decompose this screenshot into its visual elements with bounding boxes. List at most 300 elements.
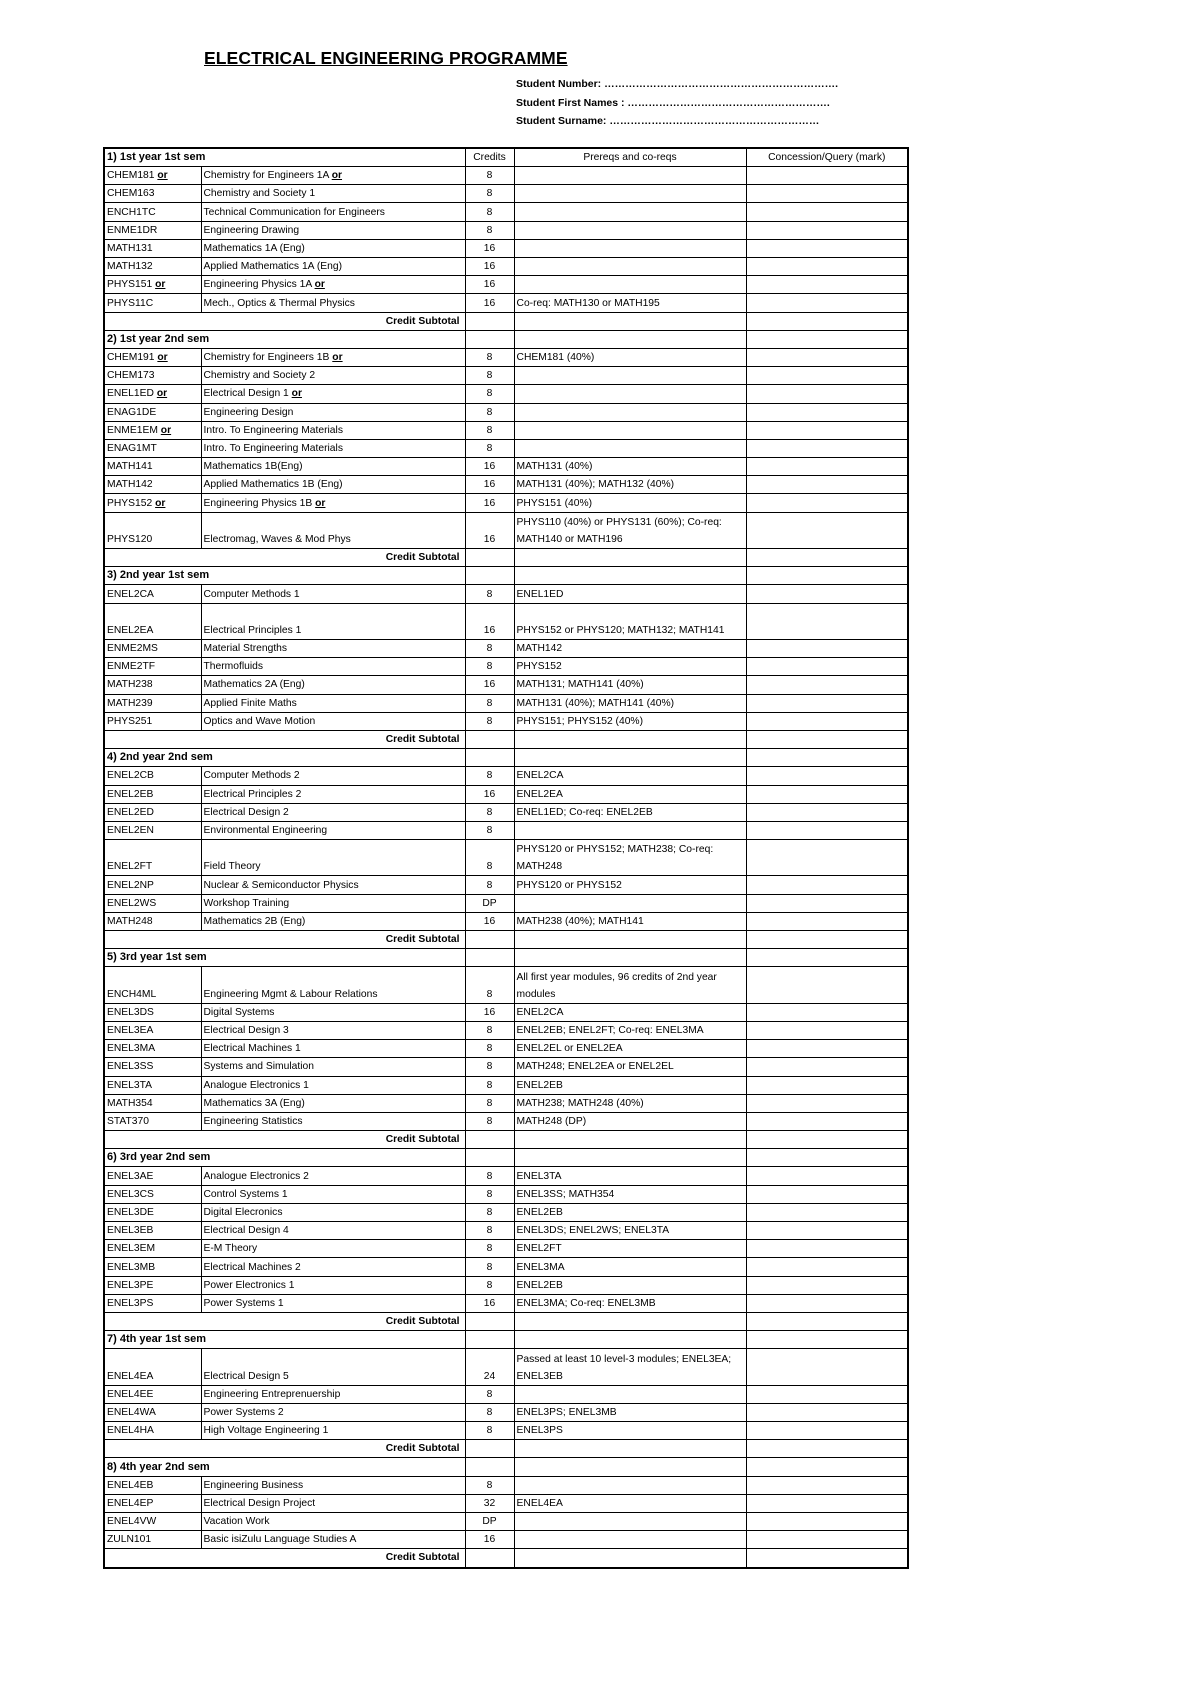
course-name-cell	[201, 476, 465, 494]
concession-input-cell[interactable]	[746, 767, 908, 785]
concession-input-cell[interactable]	[746, 967, 908, 1003]
empty-cell	[746, 1312, 908, 1330]
semester-header-row	[104, 1458, 908, 1476]
course-name: Engineering Drawing	[203, 224, 300, 236]
course-code: MATH354	[107, 1097, 153, 1109]
course-row	[104, 894, 908, 912]
course-prereqs: ENEL4EA	[514, 1494, 746, 1512]
course-name-cell	[201, 1476, 465, 1494]
course-name: Chemistry for Engineers 1A	[203, 170, 329, 182]
course-code-cell	[104, 712, 201, 730]
concession-input-cell[interactable]	[746, 1531, 908, 1549]
course-credits: 8	[465, 1403, 514, 1421]
course-name: Systems and Simulation	[203, 1061, 314, 1073]
course-code-cell	[104, 1222, 201, 1240]
semester-label: 7) 4th year 1st sem	[104, 1331, 465, 1349]
course-code-cell	[104, 221, 201, 239]
course-prereqs: MATH131 (40%)	[514, 458, 746, 476]
concession-input-cell[interactable]	[746, 1112, 908, 1130]
course-name: Chemistry and Society 1	[203, 188, 316, 200]
course-code-cell	[104, 676, 201, 694]
empty-cell	[465, 949, 514, 967]
concession-input-cell[interactable]	[746, 439, 908, 457]
course-credits: 8	[465, 421, 514, 439]
course-code: ENEL2CA	[107, 588, 154, 600]
course-code-cell	[104, 912, 201, 930]
course-code-cell	[104, 167, 201, 185]
course-code: CHEM191	[107, 352, 155, 364]
course-code-cell	[104, 1258, 201, 1276]
concession-input-cell[interactable]	[746, 1094, 908, 1112]
course-credits: 16	[465, 458, 514, 476]
semester-label: 4) 2nd year 2nd sem	[104, 749, 465, 767]
course-credits: 8	[465, 385, 514, 403]
course-name-cell	[201, 1222, 465, 1240]
course-row	[104, 421, 908, 439]
course-prereqs: PHYS152	[514, 658, 746, 676]
course-code-cell	[104, 348, 201, 366]
course-name-cell	[201, 1531, 465, 1549]
course-prereqs	[514, 367, 746, 385]
course-row	[104, 221, 908, 239]
concession-input-cell[interactable]	[746, 348, 908, 366]
course-name-cell	[201, 1494, 465, 1512]
course-table	[103, 147, 909, 1569]
course-code: ENEL2NP	[107, 879, 154, 891]
course-name-cell	[201, 803, 465, 821]
credit-subtotal-value[interactable]	[465, 312, 514, 330]
course-prereqs: ENEL2EB; ENEL2FT; Co-req: ENEL3MA	[514, 1021, 746, 1039]
course-credits: 16	[465, 512, 514, 548]
course-name: Engineering Statistics	[203, 1116, 303, 1127]
course-name-cell	[201, 167, 465, 185]
course-code-cell	[104, 439, 201, 457]
course-row	[104, 239, 908, 257]
course-name-cell	[201, 767, 465, 785]
course-name: Engineering Business	[203, 1479, 304, 1491]
course-row	[104, 1385, 908, 1403]
course-code-cell	[104, 367, 201, 385]
concession-input-cell[interactable]	[746, 1040, 908, 1058]
course-credits: 8	[465, 185, 514, 203]
prereqs-column-header: Prereqs and co-reqs	[514, 148, 746, 167]
concession-input-cell[interactable]	[746, 1276, 908, 1294]
course-credits: 8	[465, 1021, 514, 1039]
course-name-cell	[201, 658, 465, 676]
empty-cell	[514, 1331, 746, 1349]
course-row	[104, 1021, 908, 1039]
empty-cell	[465, 749, 514, 767]
concession-input-cell[interactable]	[746, 876, 908, 894]
course-row	[104, 294, 908, 312]
course-name: Computer Methods 2	[203, 770, 300, 782]
course-row	[104, 694, 908, 712]
document-title: ELECTRICAL ENGINEERING PROGRAMME	[204, 48, 568, 68]
course-code-cell	[104, 1513, 201, 1531]
course-prereqs: ENEL1ED	[514, 585, 746, 603]
concession-input-cell[interactable]	[746, 294, 908, 312]
empty-cell	[514, 1549, 746, 1568]
course-name: Mech., Optics & Thermal Physics	[203, 297, 355, 309]
credit-subtotal-row	[104, 1440, 908, 1458]
course-code-cell	[104, 1531, 201, 1549]
course-row	[104, 385, 908, 403]
concession-input-cell[interactable]	[746, 658, 908, 676]
course-credits: 8	[465, 803, 514, 821]
course-code: ENEL3EA	[107, 1025, 154, 1037]
course-code-cell	[104, 585, 201, 603]
course-code-or-marker: or	[157, 170, 168, 182]
course-name-cell	[201, 512, 465, 548]
student-first-names-field[interactable]: Student First Names : ………………………………………………….	[516, 96, 830, 109]
course-name-cell	[201, 1240, 465, 1258]
course-credits: 8	[465, 403, 514, 421]
course-credits: 16	[465, 603, 514, 639]
course-code: ENEL3AE	[107, 1170, 154, 1182]
credit-subtotal-value[interactable]	[465, 1131, 514, 1149]
concession-column-header: Concession/Query (mark)	[746, 148, 908, 167]
course-prereqs	[514, 203, 746, 221]
concession-input-cell[interactable]	[746, 840, 908, 876]
course-name: Electrical Machines 2	[203, 1261, 301, 1273]
course-code: ENEL3PS	[107, 1297, 154, 1309]
course-name-cell	[201, 1040, 465, 1058]
concession-input-cell[interactable]	[746, 694, 908, 712]
course-name: Electrical Design 1	[203, 388, 289, 400]
course-credits: 8	[465, 1222, 514, 1240]
concession-input-cell[interactable]	[746, 167, 908, 185]
course-code-cell	[104, 1385, 201, 1403]
course-prereqs	[514, 1513, 746, 1531]
course-prereqs: MATH238; MATH248 (40%)	[514, 1094, 746, 1112]
course-prereqs: ENEL3PS	[514, 1422, 746, 1440]
course-name-cell	[201, 1112, 465, 1130]
credit-subtotal-value[interactable]	[465, 549, 514, 567]
concession-input-cell[interactable]	[746, 276, 908, 294]
course-credits: 8	[465, 1276, 514, 1294]
concession-input-cell[interactable]	[746, 367, 908, 385]
course-code-cell	[104, 658, 201, 676]
course-code-cell	[104, 894, 201, 912]
course-row	[104, 458, 908, 476]
course-row	[104, 603, 908, 639]
course-name-cell	[201, 203, 465, 221]
course-credits: 8	[465, 876, 514, 894]
course-name: Chemistry for Engineers 1B	[203, 352, 330, 364]
course-code: ENEL2CB	[107, 770, 154, 782]
concession-input-cell[interactable]	[746, 603, 908, 639]
course-prereqs: PHYS151; PHYS152 (40%)	[514, 712, 746, 730]
course-name: Electrical Design 5	[203, 1370, 289, 1382]
course-code-or-marker: or	[156, 388, 168, 400]
concession-input-cell[interactable]	[746, 1003, 908, 1021]
course-credits: 16	[465, 258, 514, 276]
concession-input-cell[interactable]	[746, 512, 908, 548]
course-code: ZULN101	[107, 1534, 152, 1546]
concession-input-cell[interactable]	[746, 494, 908, 512]
concession-input-cell[interactable]	[746, 1403, 908, 1421]
course-credits: 8	[465, 694, 514, 712]
course-code: ENEL3EM	[107, 1243, 156, 1255]
course-prereqs: MATH131; MATH141 (40%)	[514, 676, 746, 694]
course-code-cell	[104, 840, 201, 876]
course-name-cell	[201, 294, 465, 312]
course-row	[104, 1076, 908, 1094]
course-name-cell	[201, 1058, 465, 1076]
course-name-cell	[201, 840, 465, 876]
concession-input-cell[interactable]	[746, 912, 908, 930]
course-row	[104, 1058, 908, 1076]
semester-header-row	[104, 1149, 908, 1167]
concession-input-cell[interactable]	[746, 1058, 908, 1076]
empty-cell	[746, 330, 908, 348]
course-prereqs: ENEL3SS; MATH354	[514, 1185, 746, 1203]
concession-input-cell[interactable]	[746, 1513, 908, 1531]
credit-subtotal-value[interactable]	[465, 730, 514, 748]
concession-input-cell[interactable]	[746, 1385, 908, 1403]
course-credits: 8	[465, 1112, 514, 1130]
course-code-cell	[104, 1040, 201, 1058]
course-name: Applied Finite Maths	[203, 697, 297, 709]
course-code-cell	[104, 494, 201, 512]
course-name: Power Systems 2	[203, 1407, 284, 1419]
concession-input-cell[interactable]	[746, 1076, 908, 1094]
course-row	[104, 876, 908, 894]
course-row	[104, 1185, 908, 1203]
course-code-cell	[104, 1422, 201, 1440]
course-prereqs: PHYS120 or PHYS152; MATH238; Co-req: MATH248	[514, 840, 746, 876]
course-name-cell	[201, 1513, 465, 1531]
concession-input-cell[interactable]	[746, 403, 908, 421]
student-info-block	[516, 75, 838, 131]
course-code: ENEL3TA	[107, 1079, 153, 1091]
course-row	[104, 712, 908, 730]
empty-cell	[746, 1440, 908, 1458]
course-name: E-M Theory	[203, 1243, 258, 1255]
course-name: Control Systems 1	[203, 1188, 288, 1200]
credit-subtotal-value[interactable]	[465, 1312, 514, 1330]
semester-header-row	[104, 330, 908, 348]
course-name-cell	[201, 1276, 465, 1294]
concession-input-cell[interactable]	[746, 1476, 908, 1494]
concession-input-cell[interactable]	[746, 585, 908, 603]
semester-label: 1) 1st year 1st sem	[104, 148, 465, 167]
concession-input-cell[interactable]	[746, 1021, 908, 1039]
course-prereqs: PHYS151 (40%)	[514, 494, 746, 512]
course-prereqs: ENEL2CA	[514, 767, 746, 785]
course-name-cell	[201, 585, 465, 603]
course-name-or-marker: or	[315, 497, 326, 509]
course-code: MATH141	[107, 461, 153, 473]
semester-header-row	[104, 567, 908, 585]
concession-input-cell[interactable]	[746, 821, 908, 839]
course-credits: 8	[465, 348, 514, 366]
course-name: Field Theory	[203, 861, 261, 873]
concession-input-cell[interactable]	[746, 894, 908, 912]
course-credits: 8	[465, 585, 514, 603]
course-code-cell	[104, 1203, 201, 1221]
course-prereqs: ENEL2EL or ENEL2EA	[514, 1040, 746, 1058]
credit-subtotal-label: Credit Subtotal	[104, 730, 465, 748]
semester-label: 8) 4th year 2nd sem	[104, 1458, 465, 1476]
course-credits: 8	[465, 712, 514, 730]
empty-cell	[514, 1458, 746, 1476]
credit-subtotal-value[interactable]	[465, 1549, 514, 1568]
concession-input-cell[interactable]	[746, 1294, 908, 1312]
course-row	[104, 676, 908, 694]
course-name-cell	[201, 967, 465, 1003]
empty-cell	[514, 949, 746, 967]
course-credits: 8	[465, 1167, 514, 1185]
course-code-cell	[104, 185, 201, 203]
course-name: Electrical Design 4	[203, 1225, 289, 1237]
course-name-cell	[201, 1385, 465, 1403]
course-row	[104, 512, 908, 548]
course-prereqs: MATH142	[514, 640, 746, 658]
course-prereqs	[514, 185, 746, 203]
concession-input-cell[interactable]	[746, 1349, 908, 1385]
course-name-cell	[201, 403, 465, 421]
course-code-or-marker: or	[160, 424, 172, 436]
empty-cell	[514, 730, 746, 748]
concession-input-cell[interactable]	[746, 458, 908, 476]
course-name: Chemistry and Society 2	[203, 370, 316, 382]
concession-input-cell[interactable]	[746, 1203, 908, 1221]
course-row	[104, 1222, 908, 1240]
concession-input-cell[interactable]	[746, 476, 908, 494]
concession-input-cell[interactable]	[746, 185, 908, 203]
concession-input-cell[interactable]	[746, 1494, 908, 1512]
concession-input-cell[interactable]	[746, 421, 908, 439]
course-name-cell	[201, 821, 465, 839]
course-prereqs: MATH131 (40%); MATH132 (40%)	[514, 476, 746, 494]
course-row	[104, 785, 908, 803]
credit-subtotal-value[interactable]	[465, 931, 514, 949]
course-name: Mathematics 1A (Eng)	[203, 242, 305, 254]
credit-subtotal-row	[104, 312, 908, 330]
course-code: ENEL4VW	[107, 1516, 157, 1528]
course-code: ENEL4WA	[107, 1407, 156, 1419]
course-credits: 8	[465, 1094, 514, 1112]
credit-subtotal-row	[104, 1549, 908, 1568]
course-name-cell	[201, 239, 465, 257]
course-name: Intro. To Engineering Materials	[203, 424, 343, 436]
course-credits: 16	[465, 294, 514, 312]
concession-input-cell[interactable]	[746, 1185, 908, 1203]
course-row	[104, 494, 908, 512]
course-row	[104, 967, 908, 1003]
concession-input-cell[interactable]	[746, 203, 908, 221]
course-code-cell	[104, 476, 201, 494]
concession-input-cell[interactable]	[746, 803, 908, 821]
course-code-cell	[104, 640, 201, 658]
course-row	[104, 1294, 908, 1312]
course-credits: 8	[465, 1040, 514, 1058]
course-prereqs: PHYS152 or PHYS120; MATH132; MATH141	[514, 603, 746, 639]
course-credits: 16	[465, 1531, 514, 1549]
empty-cell	[746, 1331, 908, 1349]
concession-input-cell[interactable]	[746, 676, 908, 694]
course-row	[104, 640, 908, 658]
course-code: ENEL1ED	[107, 388, 154, 400]
course-code: ENEL3SS	[107, 1061, 154, 1073]
course-prereqs: All first year modules, 96 credits of 2nd year modules	[514, 967, 746, 1003]
course-name-cell	[201, 276, 465, 294]
course-name: Mathematics 3A (Eng)	[203, 1097, 305, 1109]
course-code-cell	[104, 1167, 201, 1185]
concession-input-cell[interactable]	[746, 239, 908, 257]
credit-subtotal-row	[104, 730, 908, 748]
course-prereqs: ENEL2FT	[514, 1240, 746, 1258]
course-code: ENEL4EE	[107, 1388, 154, 1400]
concession-input-cell[interactable]	[746, 712, 908, 730]
course-name: Electrical Design Project	[203, 1497, 316, 1509]
course-row	[104, 367, 908, 385]
course-code: ENEL3MB	[107, 1261, 156, 1273]
course-name-cell	[201, 1294, 465, 1312]
semester-label: 3) 2nd year 1st sem	[104, 567, 465, 585]
empty-cell	[514, 1440, 746, 1458]
empty-cell	[514, 549, 746, 567]
empty-cell	[746, 1458, 908, 1476]
semester-label: 5) 3rd year 1st sem	[104, 949, 465, 967]
student-number-field[interactable]: Student Number: ………………………………………………………….	[516, 78, 838, 90]
concession-input-cell[interactable]	[746, 385, 908, 403]
course-name: Electrical Design 2	[203, 806, 289, 818]
course-code: ENEL2EN	[107, 824, 154, 836]
empty-cell	[514, 330, 746, 348]
course-code-cell	[104, 821, 201, 839]
concession-input-cell[interactable]	[746, 1167, 908, 1185]
course-row	[104, 1403, 908, 1421]
course-name-cell	[201, 876, 465, 894]
course-credits: 16	[465, 476, 514, 494]
course-credits: 8	[465, 167, 514, 185]
course-name-cell	[201, 912, 465, 930]
course-prereqs: MATH248 (DP)	[514, 1112, 746, 1130]
course-code: ENEL2WS	[107, 897, 157, 909]
course-code: PHYS151	[107, 279, 153, 291]
course-name: Analogue Electronics 2	[203, 1170, 309, 1182]
course-row	[104, 1422, 908, 1440]
course-code-cell	[104, 1021, 201, 1039]
course-credits: 16	[465, 1003, 514, 1021]
course-prereqs	[514, 167, 746, 185]
course-code-cell	[104, 876, 201, 894]
course-credits: 8	[465, 439, 514, 457]
student-surname-field[interactable]: Student Surname: ……………………………………………………	[516, 115, 820, 127]
concession-input-cell[interactable]	[746, 1240, 908, 1258]
course-prereqs	[514, 258, 746, 276]
course-name: High Voltage Engineering 1	[203, 1425, 329, 1437]
concession-input-cell[interactable]	[746, 258, 908, 276]
concession-input-cell[interactable]	[746, 1258, 908, 1276]
concession-input-cell[interactable]	[746, 1422, 908, 1440]
concession-input-cell[interactable]	[746, 785, 908, 803]
course-code-cell	[104, 1276, 201, 1294]
course-code-cell	[104, 1294, 201, 1312]
course-code-cell	[104, 1349, 201, 1385]
semester-label: 2) 1st year 2nd sem	[104, 330, 465, 348]
course-name-or-marker: or	[314, 279, 325, 291]
concession-input-cell[interactable]	[746, 221, 908, 239]
concession-input-cell[interactable]	[746, 640, 908, 658]
credit-subtotal-value[interactable]	[465, 1440, 514, 1458]
course-row	[104, 1476, 908, 1494]
concession-input-cell[interactable]	[746, 1222, 908, 1240]
course-credits: 16	[465, 494, 514, 512]
course-credits: 16	[465, 239, 514, 257]
